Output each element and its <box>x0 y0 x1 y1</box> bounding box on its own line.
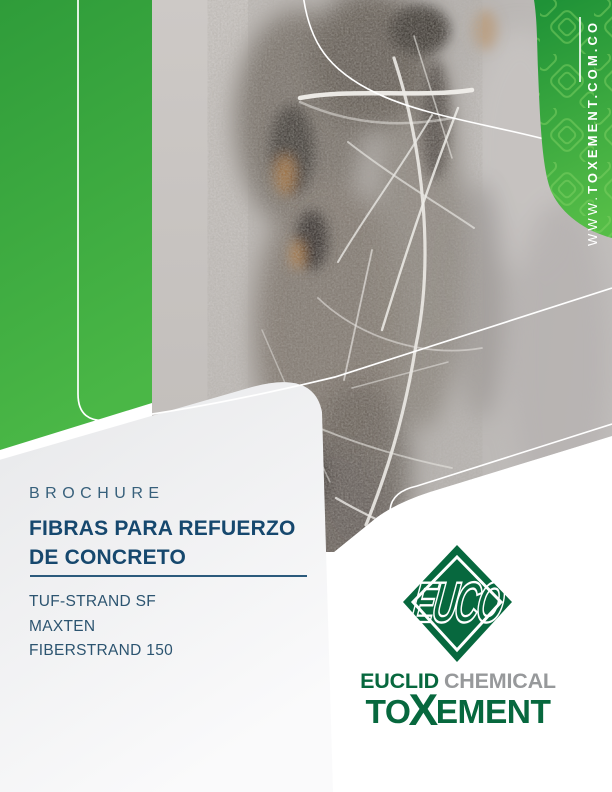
website-url[interactable]: WWW.TOXEMENT.COM.CO <box>585 19 600 246</box>
title-panel <box>0 382 333 792</box>
title-divider-rule <box>30 575 307 577</box>
green-left-band <box>0 0 152 450</box>
cover-title-line2: DE CONCRETO <box>29 546 186 569</box>
brand-wordmark <box>338 669 578 736</box>
product-item: FIBERSTRAND 150 <box>29 642 174 659</box>
euco-monogram: EUCO <box>408 571 506 636</box>
toxement-post: EMENT <box>435 694 551 731</box>
euclid-word: EUCLID <box>360 669 439 693</box>
euclid-chemical-line <box>338 669 578 694</box>
product-item: TUF-STRAND SF <box>29 593 157 610</box>
eyebrow-brochure: BROCHURE <box>29 485 165 502</box>
euco-diamond-logo <box>403 545 512 662</box>
product-list <box>29 590 173 664</box>
cover-title-line1: FIBRAS PARA REFUERZO <box>29 517 296 540</box>
toxement-pre: TO <box>365 694 411 731</box>
chemical-word: CHEMICAL <box>443 669 556 693</box>
cover-title <box>29 514 349 572</box>
toxement-word: TOXEMENT <box>365 686 551 736</box>
product-item: MAXTEN <box>29 617 96 635</box>
